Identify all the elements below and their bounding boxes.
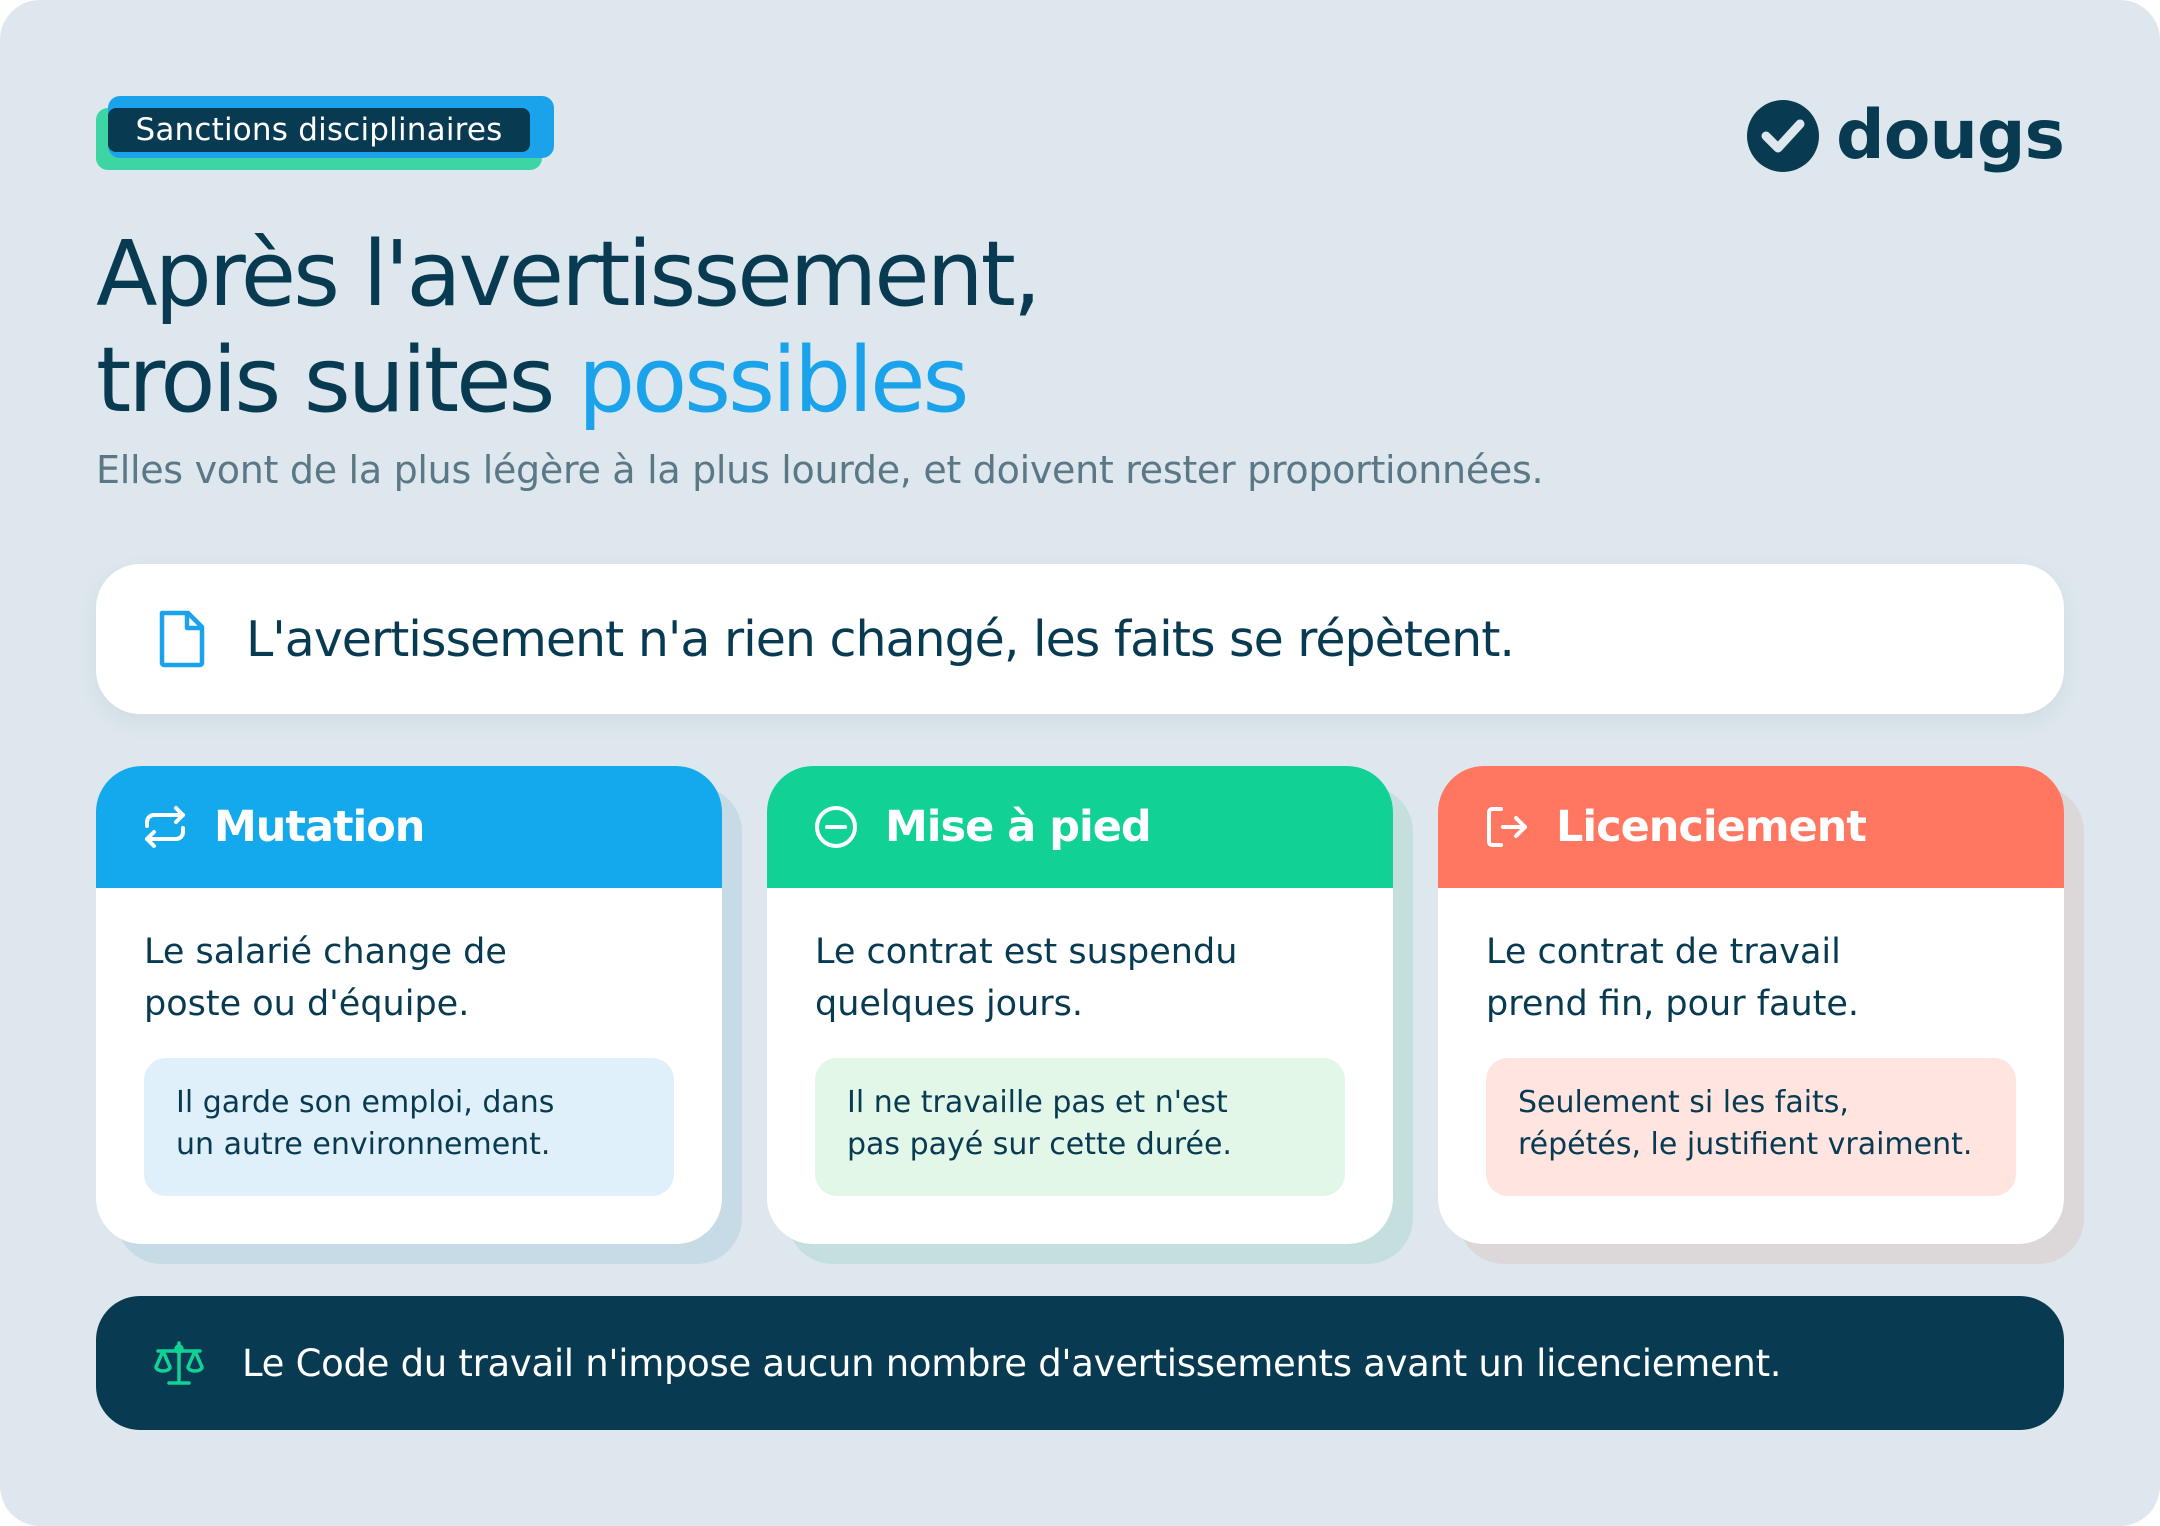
- scales-icon: [152, 1339, 206, 1387]
- title-line-1: Après l'avertissement,: [96, 222, 1039, 327]
- situation-text: L'avertissement n'a rien changé, les faits se répètent.: [246, 610, 1514, 668]
- card-face: [1438, 766, 2064, 1244]
- card-description: [1486, 926, 1966, 1030]
- card-note: [1486, 1058, 2016, 1196]
- card-description: [144, 926, 624, 1030]
- title-accent: possibles: [577, 328, 967, 433]
- category-tag: [96, 96, 554, 170]
- card-description: [815, 926, 1295, 1030]
- situation-banner: [96, 564, 2064, 714]
- description-line-1: Le salarié change de: [144, 932, 507, 972]
- option-card-mutation: [96, 766, 722, 1244]
- footer-banner: [96, 1296, 2064, 1430]
- subtitle: Elles vont de la plus légère à la plus lourde, et doivent rester proportionnées.: [96, 448, 1544, 492]
- brand-name: dougs: [1836, 96, 2064, 175]
- description-line-2: prend fin, pour faute.: [1486, 984, 1860, 1024]
- card-note: [815, 1058, 1345, 1196]
- card-title: Mutation: [214, 802, 425, 852]
- card-note: [144, 1058, 674, 1196]
- note-line-2: pas payé sur cette durée.: [847, 1127, 1232, 1162]
- minus-circle-icon: [813, 804, 859, 850]
- card-header: [1438, 766, 2064, 888]
- note-line-2: un autre environnement.: [176, 1127, 551, 1162]
- description-line-2: poste ou d'équipe.: [144, 984, 470, 1024]
- description-line-1: Le contrat est suspendu: [815, 932, 1238, 972]
- tag-label: Sanctions disciplinaires: [108, 108, 530, 152]
- description-line-1: Le contrat de travail: [1486, 932, 1841, 972]
- note-line-1: Seulement si les faits,: [1518, 1085, 1849, 1120]
- card-title: Mise à pied: [885, 802, 1151, 852]
- option-card-licenciement: [1438, 766, 2064, 1244]
- note-line-2: répétés, le justifient vraiment.: [1518, 1127, 1973, 1162]
- note-line-1: Il ne travaille pas et n'est: [847, 1085, 1228, 1120]
- page-title: [96, 222, 1039, 434]
- card-header: [96, 766, 722, 888]
- check-badge-icon: [1746, 99, 1820, 173]
- description-line-2: quelques jours.: [815, 984, 1084, 1024]
- title-line-2: trois suites: [96, 328, 578, 433]
- note-line-1: Il garde son emploi, dans: [176, 1085, 555, 1120]
- card-header: [767, 766, 1393, 888]
- footer-text: Le Code du travail n'impose aucun nombre d'avertissements avant un licenciement.: [242, 1341, 1782, 1385]
- exit-door-icon: [1484, 804, 1530, 850]
- option-card-mise-a-pied: [767, 766, 1393, 1244]
- card-face: [96, 766, 722, 1244]
- card-title: Licenciement: [1556, 802, 1866, 852]
- brand-logo: [1746, 96, 2064, 176]
- swap-arrows-icon: [142, 804, 188, 850]
- document-icon: [156, 609, 208, 669]
- card-face: [767, 766, 1393, 1244]
